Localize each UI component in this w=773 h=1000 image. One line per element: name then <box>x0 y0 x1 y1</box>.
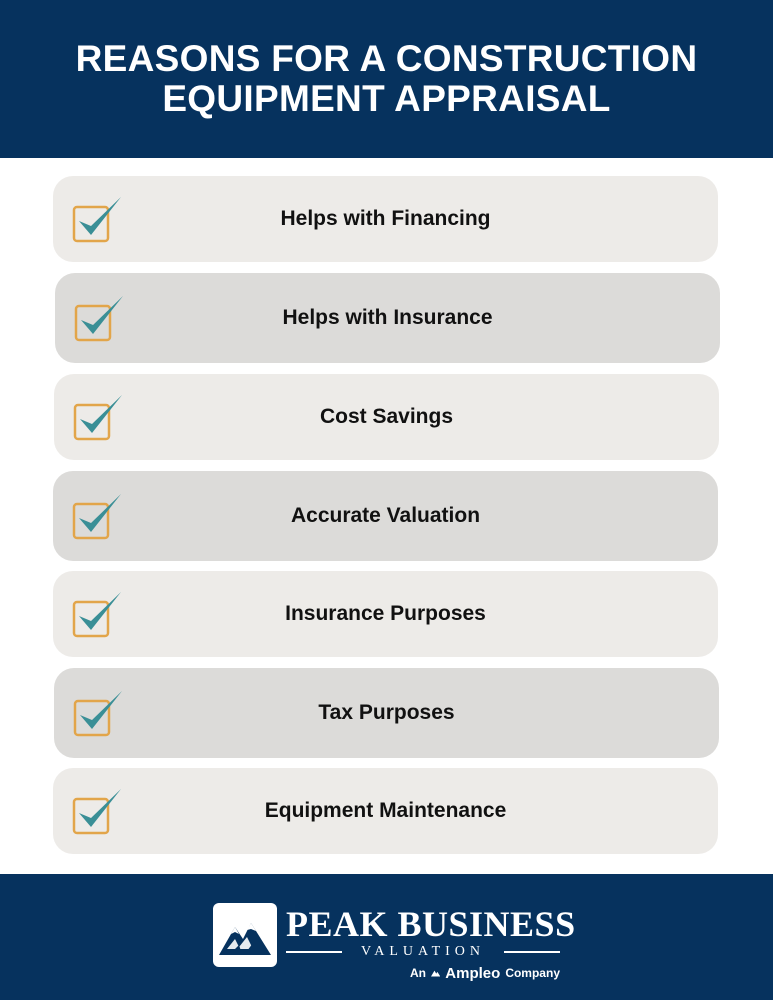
company-name: Ampleo <box>445 964 501 982</box>
list-item-label: Helps with Insurance <box>282 306 493 329</box>
page-title: REASONS FOR A CONSTRUCTION EQUIPMENT APPRAISAL <box>75 38 698 119</box>
mountain-logo-icon <box>213 903 277 967</box>
list-item <box>54 374 719 460</box>
list-item-label: Helps with Financing <box>280 207 491 230</box>
checkbox-check-icon <box>71 588 127 640</box>
list-item <box>53 176 718 262</box>
checkbox-check-icon <box>73 292 129 344</box>
list-item <box>53 471 718 561</box>
list-item <box>53 768 718 854</box>
checkbox-check-icon <box>71 785 127 837</box>
list-item-label: Tax Purposes <box>318 701 455 724</box>
list-item <box>54 668 719 758</box>
divider <box>504 951 560 953</box>
checkbox-check-icon <box>71 490 127 542</box>
brand-subtitle: VALUATION <box>360 944 486 959</box>
list-item <box>53 571 718 657</box>
ampleo-mark-icon <box>431 967 440 979</box>
list-item-label: Cost Savings <box>319 405 454 428</box>
list-item-label: Equipment Maintenance <box>264 799 507 822</box>
checkbox-check-icon <box>72 391 128 443</box>
checkbox-check-icon <box>71 193 127 245</box>
divider <box>286 951 342 953</box>
company-suffix: Company <box>505 966 560 980</box>
list-item <box>55 273 720 363</box>
company-prefix: An <box>410 966 426 980</box>
brand-name: PEAK BUSINESS <box>286 904 576 944</box>
parent-company <box>410 964 560 982</box>
list-item-label: Insurance Purposes <box>285 602 486 625</box>
checkbox-check-icon <box>72 687 128 739</box>
brand-subtitle-row <box>286 944 560 960</box>
list-item-label: Accurate Valuation <box>290 504 481 527</box>
footer-banner <box>0 874 773 1000</box>
